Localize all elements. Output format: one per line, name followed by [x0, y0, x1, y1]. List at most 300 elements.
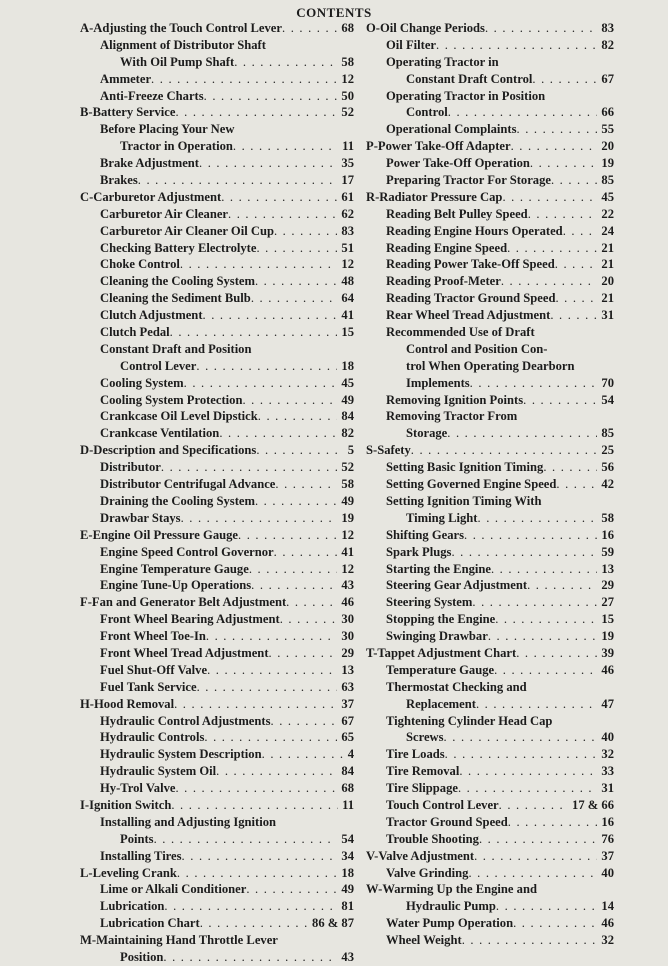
toc-entry — [80, 121, 354, 138]
toc-entry-title: Operating Tractor in — [386, 54, 499, 69]
toc-entry-title: Clutch Pedal — [100, 325, 170, 340]
toc-entry-page: 29 — [341, 645, 354, 660]
dot-leader — [444, 729, 598, 746]
dot-leader — [249, 561, 338, 578]
toc-entry-page: 33 — [601, 764, 614, 779]
toc-entry — [366, 527, 614, 544]
toc-entry-page: 27 — [601, 595, 614, 610]
toc-entry — [80, 290, 354, 307]
dot-leader — [275, 476, 337, 493]
dot-leader — [551, 172, 597, 189]
dot-leader — [496, 898, 597, 915]
toc-entry-title: Oil Filter — [386, 37, 437, 52]
dot-leader — [282, 20, 337, 37]
dot-leader — [174, 696, 337, 713]
toc-entry-page: 56 — [601, 460, 614, 475]
toc-entry-title: With Oil Pump Shaft — [120, 54, 235, 69]
toc-entry-page: 14 — [601, 899, 614, 914]
toc-entry-title: Operating Tractor in Position — [386, 88, 546, 103]
toc-entry-page: 25 — [601, 443, 614, 458]
toc-entry — [366, 240, 614, 257]
toc-entry — [80, 20, 354, 37]
toc-entry — [366, 696, 614, 713]
toc-entry-page: 37 — [341, 696, 354, 711]
dot-leader — [499, 797, 568, 814]
toc-entry-page: 76 — [601, 831, 614, 846]
toc-entry — [366, 881, 614, 898]
toc-entry-title: Checking Battery Electrolyte — [100, 240, 257, 255]
dot-leader — [274, 223, 337, 240]
dot-leader — [271, 713, 338, 730]
toc-entry-title: Drawbar Stays — [100, 510, 181, 525]
toc-entry — [80, 814, 354, 831]
toc-entry — [80, 189, 354, 206]
toc-entry — [366, 915, 614, 932]
toc-entry-page: 11 — [342, 797, 354, 812]
dot-leader — [196, 358, 337, 375]
toc-entry — [80, 223, 354, 240]
toc-entry-title: Reading Tractor Ground Speed — [386, 291, 556, 306]
toc-entry-page: 47 — [601, 696, 614, 711]
toc-entry — [366, 577, 614, 594]
dot-leader — [204, 88, 338, 105]
dot-leader — [280, 611, 338, 628]
dot-leader — [246, 881, 337, 898]
toc-entry-page: 16 — [601, 814, 614, 829]
toc-entry-page: 19 — [341, 510, 354, 525]
toc-entry-title: Reading Proof-Meter — [386, 274, 501, 289]
dot-leader — [154, 831, 338, 848]
toc-entry — [80, 510, 354, 527]
toc-entry-page: 41 — [341, 544, 354, 559]
toc-entry-title: R-Radiator Pressure Cap — [366, 189, 503, 204]
toc-entry — [80, 138, 354, 155]
toc-entry — [80, 375, 354, 392]
dot-leader — [177, 865, 337, 882]
dot-leader — [478, 510, 598, 527]
toc-entry-title: Rear Wheel Tread Adjustment — [386, 308, 551, 323]
toc-entry — [80, 713, 354, 730]
toc-entry-page: 12 — [341, 527, 354, 542]
toc-entry-page: 83 — [601, 21, 614, 35]
toc-entry-title: Engine Temperature Gauge — [100, 561, 249, 576]
toc-entry — [80, 831, 354, 848]
dot-leader — [182, 848, 338, 865]
dot-leader — [200, 915, 308, 932]
toc-entry-title: E-Engine Oil Pressure Gauge — [80, 527, 239, 542]
dot-leader — [527, 577, 597, 594]
toc-entry-title: Cleaning the Sediment Bulb — [100, 291, 251, 306]
toc-entry-page: 62 — [341, 206, 354, 221]
toc-entry-page: 31 — [601, 781, 614, 796]
toc-entry-page: 58 — [341, 54, 354, 69]
toc-entry-title: Timing Light — [406, 510, 478, 525]
toc-entry — [366, 392, 614, 409]
toc-entry — [366, 865, 614, 882]
dot-leader — [411, 442, 598, 459]
toc-entry-page: 82 — [341, 426, 354, 441]
toc-entry-page: 45 — [601, 189, 614, 204]
toc-entry — [366, 425, 614, 442]
toc-entry — [366, 645, 614, 662]
dot-leader — [491, 561, 597, 578]
toc-entry-title: Constant Draft Control — [406, 71, 533, 86]
toc-entry — [80, 780, 354, 797]
toc-entry — [80, 662, 354, 679]
toc-entry-page: 18 — [341, 865, 354, 880]
toc-entry-page: 30 — [341, 629, 354, 644]
toc-entry — [80, 797, 354, 814]
toc-entry-page: 46 — [601, 916, 614, 931]
dot-leader — [530, 155, 598, 172]
toc-entry-page: 81 — [341, 899, 354, 914]
toc-entry-title: D-Description and Specifications — [80, 443, 257, 458]
toc-entry — [366, 172, 614, 189]
toc-entry-title: T-Tappet Adjustment Chart — [366, 645, 517, 660]
toc-entry-page: 20 — [601, 274, 614, 289]
toc-entry-title: Swinging Drawbar — [386, 629, 488, 644]
toc-entry — [80, 865, 354, 882]
toc-entry-page: 32 — [601, 933, 614, 948]
toc-entry-page: 70 — [601, 375, 614, 390]
toc-entry-title: C-Carburetor Adjustment — [80, 189, 222, 204]
toc-entry-page: 50 — [341, 88, 354, 103]
dot-leader — [251, 290, 338, 307]
dot-leader — [206, 628, 338, 645]
toc-entry-page: 66 — [601, 105, 614, 120]
toc-entry-title: Front Wheel Tread Adjustment — [100, 645, 269, 660]
toc-entry — [80, 527, 354, 544]
toc-entry-page: 39 — [601, 645, 614, 660]
toc-entry-title: Lubrication Chart — [100, 916, 200, 931]
toc-entry-title: Cooling System — [100, 375, 184, 390]
toc-entry-page: 67 — [341, 713, 354, 728]
toc-entry — [80, 273, 354, 290]
dot-leader — [517, 121, 598, 138]
toc-entry — [366, 831, 614, 848]
toc-entry-page: 58 — [601, 510, 614, 525]
toc-entry — [80, 594, 354, 611]
dot-leader — [286, 594, 337, 611]
toc-entry-page: 42 — [601, 477, 614, 492]
dot-leader — [543, 459, 597, 476]
toc-entry-title: Constant Draft and Position — [100, 341, 252, 356]
toc-entry-title: Crankcase Ventilation — [100, 426, 220, 441]
dot-leader — [507, 240, 597, 257]
toc-entry — [366, 273, 614, 290]
toc-entry-title: Reading Engine Speed — [386, 240, 508, 255]
dot-leader — [262, 746, 344, 763]
toc-entry — [80, 307, 354, 324]
page-title: CONTENTS — [296, 5, 372, 20]
toc-entry — [366, 628, 614, 645]
toc-entry — [80, 37, 354, 54]
dot-leader — [445, 746, 598, 763]
toc-entry-page: 68 — [341, 21, 354, 35]
toc-entry-title: Wheel Weight — [386, 933, 462, 948]
dot-leader — [495, 611, 597, 628]
toc-entry-page: 84 — [341, 409, 354, 424]
toc-entry — [366, 797, 614, 814]
toc-entry-title: M-Maintaining Hand Throttle Lever — [80, 933, 278, 948]
toc-entry-title: Distributor — [100, 460, 161, 475]
toc-entry-title: Engine Speed Control Governor — [100, 544, 274, 559]
toc-entry-page: 17 — [341, 173, 354, 188]
toc-entry-title: Carburetor Air Cleaner — [100, 206, 229, 221]
toc-entry — [366, 442, 614, 459]
toc-entry-page: 67 — [601, 71, 614, 86]
toc-entry-title: Power Take-Off Operation — [386, 156, 530, 171]
toc-entry-title: F-Fan and Generator Belt Adjustment — [80, 595, 287, 610]
toc-entry-page: 55 — [601, 122, 614, 137]
toc-entry-page: 40 — [601, 730, 614, 745]
toc-entry — [366, 662, 614, 679]
dot-leader — [180, 256, 338, 273]
toc-entry — [366, 848, 614, 865]
toc-entry-page: 34 — [341, 848, 354, 863]
toc-entry-title: Distributor Centrifugal Advance — [100, 477, 276, 492]
toc-entry-page: 15 — [601, 612, 614, 627]
toc-entry-title: Brake Adjustment — [100, 156, 200, 171]
toc-entry — [366, 763, 614, 780]
toc-entry-title: Removing Ignition Points — [386, 392, 524, 407]
toc-entry — [80, 425, 354, 442]
toc-entry — [80, 696, 354, 713]
toc-entry-page: 30 — [341, 612, 354, 627]
toc-entry — [366, 37, 614, 54]
toc-entry-page: 19 — [601, 156, 614, 171]
toc-entry-page: 21 — [601, 257, 614, 272]
toc-entry — [366, 679, 614, 696]
toc-entry-page: 31 — [601, 308, 614, 323]
toc-entry-title: Tire Slippage — [386, 781, 458, 796]
dot-leader — [436, 37, 597, 54]
dot-leader — [470, 375, 598, 392]
toc-entry — [366, 341, 614, 358]
toc-entry — [80, 915, 354, 932]
toc-entry — [80, 898, 354, 915]
toc-entry-page: 59 — [601, 544, 614, 559]
toc-entry-title: Steering System — [386, 595, 473, 610]
dot-leader — [256, 240, 337, 257]
toc-entry — [80, 848, 354, 865]
dot-leader — [532, 71, 597, 88]
toc-entry — [366, 290, 614, 307]
toc-entry-page: 51 — [341, 240, 354, 255]
toc-entry-title: Setting Basic Ignition Timing — [386, 460, 544, 475]
toc-entry — [366, 88, 614, 105]
toc-entry-page: 48 — [341, 274, 354, 289]
toc-entry — [366, 138, 614, 155]
toc-entry-title: Thermostat Checking and — [386, 679, 527, 694]
toc-entry-title: Fuel Shut-Off Valve — [100, 662, 208, 677]
toc-entry-title: Starting the Engine — [386, 561, 491, 576]
toc-entry-title: O-Oil Change Periods — [366, 21, 485, 35]
toc-entry-title: Cleaning the Cooling System — [100, 274, 255, 289]
toc-entry — [80, 459, 354, 476]
toc-entry-title: Hydraulic System Oil — [100, 764, 217, 779]
toc-entry — [80, 240, 354, 257]
toc-entry-title: Storage — [406, 426, 448, 441]
toc-entry-page: 37 — [601, 848, 614, 863]
toc-entry-title: Position — [120, 949, 164, 964]
dot-leader — [219, 425, 337, 442]
toc-entry — [80, 88, 354, 105]
toc-entry-title: Fuel Tank Service — [100, 679, 197, 694]
toc-entry-title: Draining the Cooling System — [100, 493, 255, 508]
toc-entry-title: Cooling System Protection — [100, 392, 243, 407]
toc-entry-title: Control — [406, 105, 448, 120]
toc-entry-page: 21 — [601, 240, 614, 255]
toc-entry-page: 12 — [341, 561, 354, 576]
toc-entry — [366, 561, 614, 578]
toc-entry-page: 68 — [341, 781, 354, 796]
toc-entry-page: 45 — [341, 375, 354, 390]
toc-entry-page: 17 & 66 — [572, 797, 614, 812]
toc-entry — [366, 932, 614, 949]
dot-leader — [161, 459, 338, 476]
dot-leader — [501, 273, 598, 290]
dot-leader — [555, 256, 598, 273]
toc-entry — [366, 408, 614, 425]
toc-entry-page: 4 — [347, 747, 354, 762]
toc-entry-title: Reading Power Take-Off Speed — [386, 257, 555, 272]
toc-entry-page: 82 — [601, 37, 614, 52]
toc-entry — [80, 54, 354, 71]
dot-leader — [488, 628, 598, 645]
toc-entry-title: Lubrication — [100, 899, 165, 914]
toc-entry-title: S-Safety — [366, 443, 411, 458]
dot-leader — [555, 290, 597, 307]
toc-entry-title: Trouble Shooting — [386, 831, 479, 846]
dot-leader — [164, 898, 337, 915]
toc-entry — [366, 814, 614, 831]
dot-leader — [563, 223, 598, 240]
dot-leader — [256, 442, 343, 459]
toc-entry-page: 61 — [341, 189, 354, 204]
dot-leader — [485, 20, 597, 37]
toc-entry — [80, 358, 354, 375]
dot-leader — [556, 476, 597, 493]
toc-entry-page: 49 — [341, 493, 354, 508]
toc-entry — [80, 408, 354, 425]
toc-entry — [80, 679, 354, 696]
toc-entry-page: 40 — [601, 865, 614, 880]
toc-entry — [80, 628, 354, 645]
toc-entry-title: P-Power Take-Off Adapter — [366, 139, 511, 154]
dot-leader — [550, 307, 597, 324]
toc-entry-title: Stopping the Engine — [386, 612, 496, 627]
toc-entry-page: 54 — [341, 831, 354, 846]
toc-entry-title: Lime or Alkali Conditioner — [100, 882, 247, 897]
toc-entry-title: Screws — [406, 730, 444, 745]
dot-leader — [462, 932, 598, 949]
toc-entry-page: 5 — [347, 443, 354, 458]
dot-leader — [234, 54, 337, 71]
toc-entry-title: Hydraulic Pump — [406, 899, 496, 914]
dot-leader — [269, 645, 338, 662]
dot-leader — [464, 527, 597, 544]
toc-entry-page: 86 & 87 — [312, 916, 354, 931]
toc-entry — [366, 20, 614, 37]
toc-entry — [80, 763, 354, 780]
toc-entry-title: Hydraulic System Description — [100, 747, 262, 762]
dot-leader — [170, 324, 338, 341]
toc-entry — [366, 358, 614, 375]
toc-entry-title: Touch Control Lever — [386, 797, 499, 812]
toc-entry — [80, 611, 354, 628]
dot-leader — [242, 392, 337, 409]
toc-entry-page: 49 — [341, 392, 354, 407]
toc-entry-title: H-Hood Removal — [80, 696, 175, 711]
dot-leader — [221, 189, 337, 206]
toc-entry-title: Clutch Adjustment — [100, 308, 203, 323]
toc-entry — [80, 256, 354, 273]
toc-entry-page: 24 — [601, 223, 614, 238]
toc-entry — [366, 324, 614, 341]
toc-entry-page: 19 — [601, 629, 614, 644]
toc-entry-title: Tire Removal — [386, 764, 460, 779]
toc-entry — [80, 104, 354, 121]
dot-leader — [138, 172, 338, 189]
toc-entry — [366, 54, 614, 71]
toc-entry — [366, 746, 614, 763]
toc-entry-page: 32 — [601, 747, 614, 762]
toc-entry — [80, 729, 354, 746]
dot-leader — [528, 206, 598, 223]
toc-entry-page: 21 — [601, 291, 614, 306]
toc-entry — [80, 206, 354, 223]
toc-entry-page: 15 — [341, 325, 354, 340]
toc-entry — [80, 577, 354, 594]
toc-entry-title: Steering Gear Adjustment — [386, 578, 528, 593]
toc-entry-page: 43 — [341, 578, 354, 593]
dot-leader — [508, 814, 598, 831]
toc-entry-title: Hydraulic Controls — [100, 730, 205, 745]
dot-leader — [258, 408, 338, 425]
toc-entry — [80, 932, 354, 949]
toc-entry — [80, 881, 354, 898]
toc-entry-title: Spark Plugs — [386, 544, 452, 559]
toc-entry-page: 49 — [341, 882, 354, 897]
toc-entry-title: Tractor Ground Speed — [386, 814, 508, 829]
dot-leader — [459, 763, 597, 780]
toc-entry-page: 46 — [601, 662, 614, 677]
toc-entry-title: Installing Tires — [100, 848, 182, 863]
dot-leader — [274, 544, 338, 561]
toc-entry — [366, 375, 614, 392]
toc-entry-page: 65 — [341, 730, 354, 745]
dot-leader — [451, 544, 597, 561]
toc-entry-title: trol When Operating Dearborn — [406, 358, 575, 373]
toc-entry-page: 64 — [341, 291, 354, 306]
toc-entry — [366, 898, 614, 915]
toc-entry-title: V-Valve Adjustment — [366, 848, 475, 863]
dot-leader — [175, 104, 337, 121]
toc-entry — [366, 307, 614, 324]
toc-entry-title: Alignment of Distributor Shaft — [100, 37, 266, 52]
toc-entry-title: L-Leveling Crank — [80, 865, 177, 880]
toc-entry-title: Front Wheel Bearing Adjustment — [100, 612, 280, 627]
toc-entry-page: 35 — [341, 156, 354, 171]
toc-entry-page: 29 — [601, 578, 614, 593]
toc-entry-title: W-Warming Up the Engine and — [366, 882, 537, 897]
dot-leader — [151, 71, 337, 88]
toc-entry-title: Carburetor Air Cleaner Oil Cup — [100, 223, 274, 238]
toc-entry — [366, 189, 614, 206]
toc-entry-title: Temperature Gauge — [386, 662, 495, 677]
toc-entry-page: 52 — [341, 105, 354, 120]
